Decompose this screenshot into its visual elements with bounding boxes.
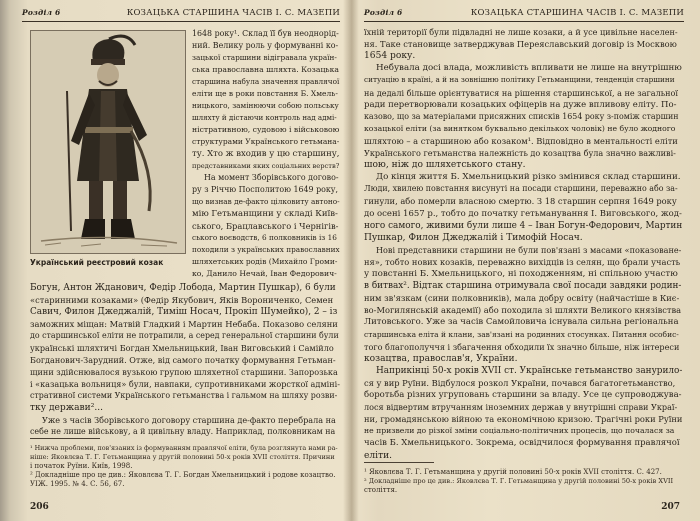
header-rule <box>22 21 340 22</box>
text-line: ня», тобто нових козаків, переважно вихідців із селян, що брали участь <box>364 256 681 267</box>
text-line: заможних міщан: Матвій Гладкий і Мартин Небаба. Показово селяни <box>30 319 338 329</box>
text-line: старшина набула значення правлячої <box>192 77 340 86</box>
text-line: Небувала досі влада, можливість впливати не лише на внутрішню <box>376 63 682 74</box>
text-line: ня. Таке становище затверджував Переяславський договір із Москвою <box>364 39 677 50</box>
text-line: На момент Зборівського догово- <box>204 173 339 182</box>
text-line: стративної системи Українського гетьманства і гальмом на шляху розви- <box>30 391 338 400</box>
text-line: ни, громадянською війною та економічною кризою. Трагічні роки Руїни <box>364 414 683 425</box>
text-line: шляхтою – а старшиною або козаком¹. Відповідно в ментальності еліти <box>364 135 678 146</box>
running-header <box>22 8 340 22</box>
footnote-rule <box>364 462 434 463</box>
section-label: Розділ 6 <box>364 8 403 17</box>
text-line: до старшинської еліти не потрапили, а серед генеральної старшини були <box>30 331 339 340</box>
text-line: казово, що за матеріалами присяжних списків 1654 року з-поміж старшин <box>364 111 679 121</box>
text-line: українські шляхтичі Богдан Хмельницький, Іван Виговський і Самійло <box>30 343 334 353</box>
text-line: представниками яких соціальних верств? <box>192 162 340 170</box>
left-page <box>22 0 340 521</box>
footnote-line: ² Докладніше про це див.: Яковлєва Т. Г. Гетьманщина у другій половині 50-х років XVII <box>364 477 674 485</box>
text-line: не призвели до різкої зміни соціально-політичних процесів, що почалася за <box>364 426 675 436</box>
text-line: часів Б. Хмельницького. Зокрема, освідчилося формування правлячої <box>364 438 680 449</box>
text-line: зацької старшини відігравала україн- <box>192 53 337 62</box>
text-line: шою, ніж до шляхетського стану. <box>364 160 526 171</box>
footnote-rule <box>30 438 100 439</box>
text-line: тку держави²... <box>30 403 104 413</box>
footnote-line: століття. <box>364 486 398 494</box>
cossack-figure-drawing <box>31 31 185 253</box>
text-line: «старинними козаками» (Федір Якубович, Яків Ворониченко, Семен <box>30 295 334 305</box>
text-line: до осені 1657 р., тобто до початку гетьманування І. Виговського, жод- <box>364 208 682 219</box>
text-line: їхній території були підвладні не лише козаки, а й усе цивільне населен- <box>364 27 678 37</box>
text-line: Уже з часів Зборівського договору старшина де-факто перебрала на <box>42 415 336 425</box>
text-line: козацтва, православ'я, України. <box>364 353 518 364</box>
text-line: Наприкінці 50-х років XVII ст. Українське гетьманство занурило- <box>376 365 683 376</box>
text-line: ру з Річчю Посполитою 1649 року, <box>192 185 338 194</box>
text-line: ського, Брацлавського і Чернігів- <box>192 221 339 231</box>
text-line: До кінця життя Б. Хмельницький різко змінився склад старшини. <box>376 172 681 183</box>
running-title: КОЗАЦЬКА СТАРШИНА ЧАСІВ І. С. МАЗЕПИ <box>126 8 340 18</box>
text-line: Нові представники старшини не були пов'язані з масами «показоване- <box>376 244 682 255</box>
running-header <box>364 8 684 22</box>
text-line: себе не лише військову, а й цивільну владу. Наприклад, полковникам на <box>30 427 336 436</box>
text-line: мію Гетьманщини у складі Київ- <box>192 209 338 219</box>
text-line: во-Могилянській академії) або походила зі шляхти Великого князівства <box>364 305 682 316</box>
text-line: шляхту й дістаючи контроль над адмі- <box>192 113 337 122</box>
book-gutter <box>343 0 359 521</box>
text-line: ного самого, живими були лише 4 – Іван Богун-Федорович, Мартин <box>364 220 683 231</box>
text-line: 1654 року. <box>364 51 416 62</box>
text-line: Люди, хвилею повстання висунуті на посади старшини, переважно або за- <box>364 184 678 194</box>
text-line: ту. Хто ж входив у цю старшину, <box>192 149 340 159</box>
footnote-line: і початок Руїни. Київ, 1998. <box>30 462 133 470</box>
section-label: Розділ 6 <box>22 8 61 17</box>
text-line: походили з українських православних <box>192 245 340 254</box>
header-rule <box>364 21 684 22</box>
footnote-line: ¹ Нижча проблеми, пов'язаних із формуванням правлячої еліти, була розглянута нами ра- <box>30 444 338 452</box>
text-line: Богданович-Зарудний. Отже, від самого початку формування Гетьман- <box>30 355 336 365</box>
text-line: ним зв'язкам (сини полковників), мала добру освіту (найчастіше в Киє- <box>364 293 680 304</box>
footnote-line: ² Докладніше про це див.: Яковлєва Т. Г. Богдан Хмельницький і родове козацтво. <box>30 471 336 479</box>
text-line: Литовського. Уже за часів Самойловича існувала сильна регіональна <box>364 317 679 328</box>
text-line: ко, Данило Нечай, Іван Федорович- <box>192 269 337 278</box>
text-line: того благополуччя і збагачення обходили їх значно більше, ніж інтереси <box>364 341 680 352</box>
text-line: структурами Українського гетьмана- <box>192 137 340 146</box>
text-line: гинули, або померли власною смертю. З 18 старшин серпня 1649 року <box>364 196 677 207</box>
running-title: КОЗАЦЬКА СТАРШИНА ЧАСІВ І. С. МАЗЕПИ <box>470 8 684 18</box>
text-line: еліти. <box>364 450 393 461</box>
text-line: боротьба різних угруповань старшини за владу. Усе це супроводжува- <box>364 390 682 400</box>
text-line: козацької еліти (за винятком буквально декількох чоловік) не було жодного <box>364 123 676 133</box>
text-line: еліти ще в роки повстання Б. Хмель- <box>192 89 338 98</box>
text-line: ради перетворювали козацьких офіцерів на дуже впливову еліту. По- <box>364 99 677 110</box>
text-line: на дедалі більше орієнтуватися на рішення старшинської, а не загальної <box>364 87 678 98</box>
text-line: Українського гетьманства належність до козацтва була значно важливі- <box>364 148 676 158</box>
right-page <box>364 0 684 521</box>
text-line: ся у вир Руїни. Відбулося розкол України, почався багатогетьманство, <box>364 377 676 388</box>
cossack-illustration <box>30 30 186 254</box>
text-line: лося відвертим втручанням іноземних держав у внутрішні справи Украї- <box>364 402 678 413</box>
text-line: в битвах². Відтак старшина отримувала свої посади завдяки родин- <box>364 281 682 292</box>
text-line: ний. Велику роль у формуванні ко- <box>192 41 339 50</box>
text-line: ситуацію в країні, а й на зовнішню політику Гетьманщини, тенденція старшини <box>364 75 675 85</box>
text-line: і «казацька вольниця» були, навпаки, супротивниками жорсткої адміні- <box>30 379 340 389</box>
text-line: Савич, Филон Джеджалій, Тиміш Носач, Прокіп Шумейко), 2 – із <box>30 307 338 317</box>
text-line: щини здійснювалося вузькою групою шляхетної старшини. Запорозька <box>30 367 338 377</box>
text-line: ністративною, судовою і військовою <box>192 125 340 134</box>
text-line: у повстанні Б. Хмельницького, ні походженням, ні спільною участю <box>364 269 678 279</box>
text-line: що визнав де-факто цілковиту автоно- <box>192 197 340 206</box>
footnote-line: УІЖ. 1995. № 4. С. 56, 67. <box>30 480 125 488</box>
footnote-line: ¹ Яковлєва Т. Г. Гетьманщина у другій половині 50-х років XVII століття. С. 427. <box>364 468 662 476</box>
footnote-line: ніше: Яковлєва Т. Г. Гетьманщина у другій половині 50-х років XVII століття. Причини <box>30 453 335 461</box>
text-line: Пушкар, Филон Джеджалій і Тимофій Носач. <box>364 232 583 243</box>
page-number: 206 <box>30 502 49 512</box>
text-line: шляхетських родів (Михайло Громи- <box>192 257 338 266</box>
text-line: ського воєводств, 6 полковників із 16 <box>192 233 337 242</box>
text-line: ська православна шляхта. Козацька <box>192 65 339 74</box>
text-line: старшинська еліта й клани, зав'язані на родинних стосунках. Питання особис- <box>364 329 679 339</box>
text-line: Богун, Антон Жданович, Федір Лобода, Мартин Пушкар), 6 були <box>30 283 336 293</box>
text-line: ницького, замінюючи собою польську <box>192 101 339 110</box>
figure-caption: Український реєстровий козак <box>30 258 164 267</box>
page-number: 207 <box>661 502 680 512</box>
text-line: 1648 року¹. Склад її був неоднорід- <box>192 29 339 38</box>
